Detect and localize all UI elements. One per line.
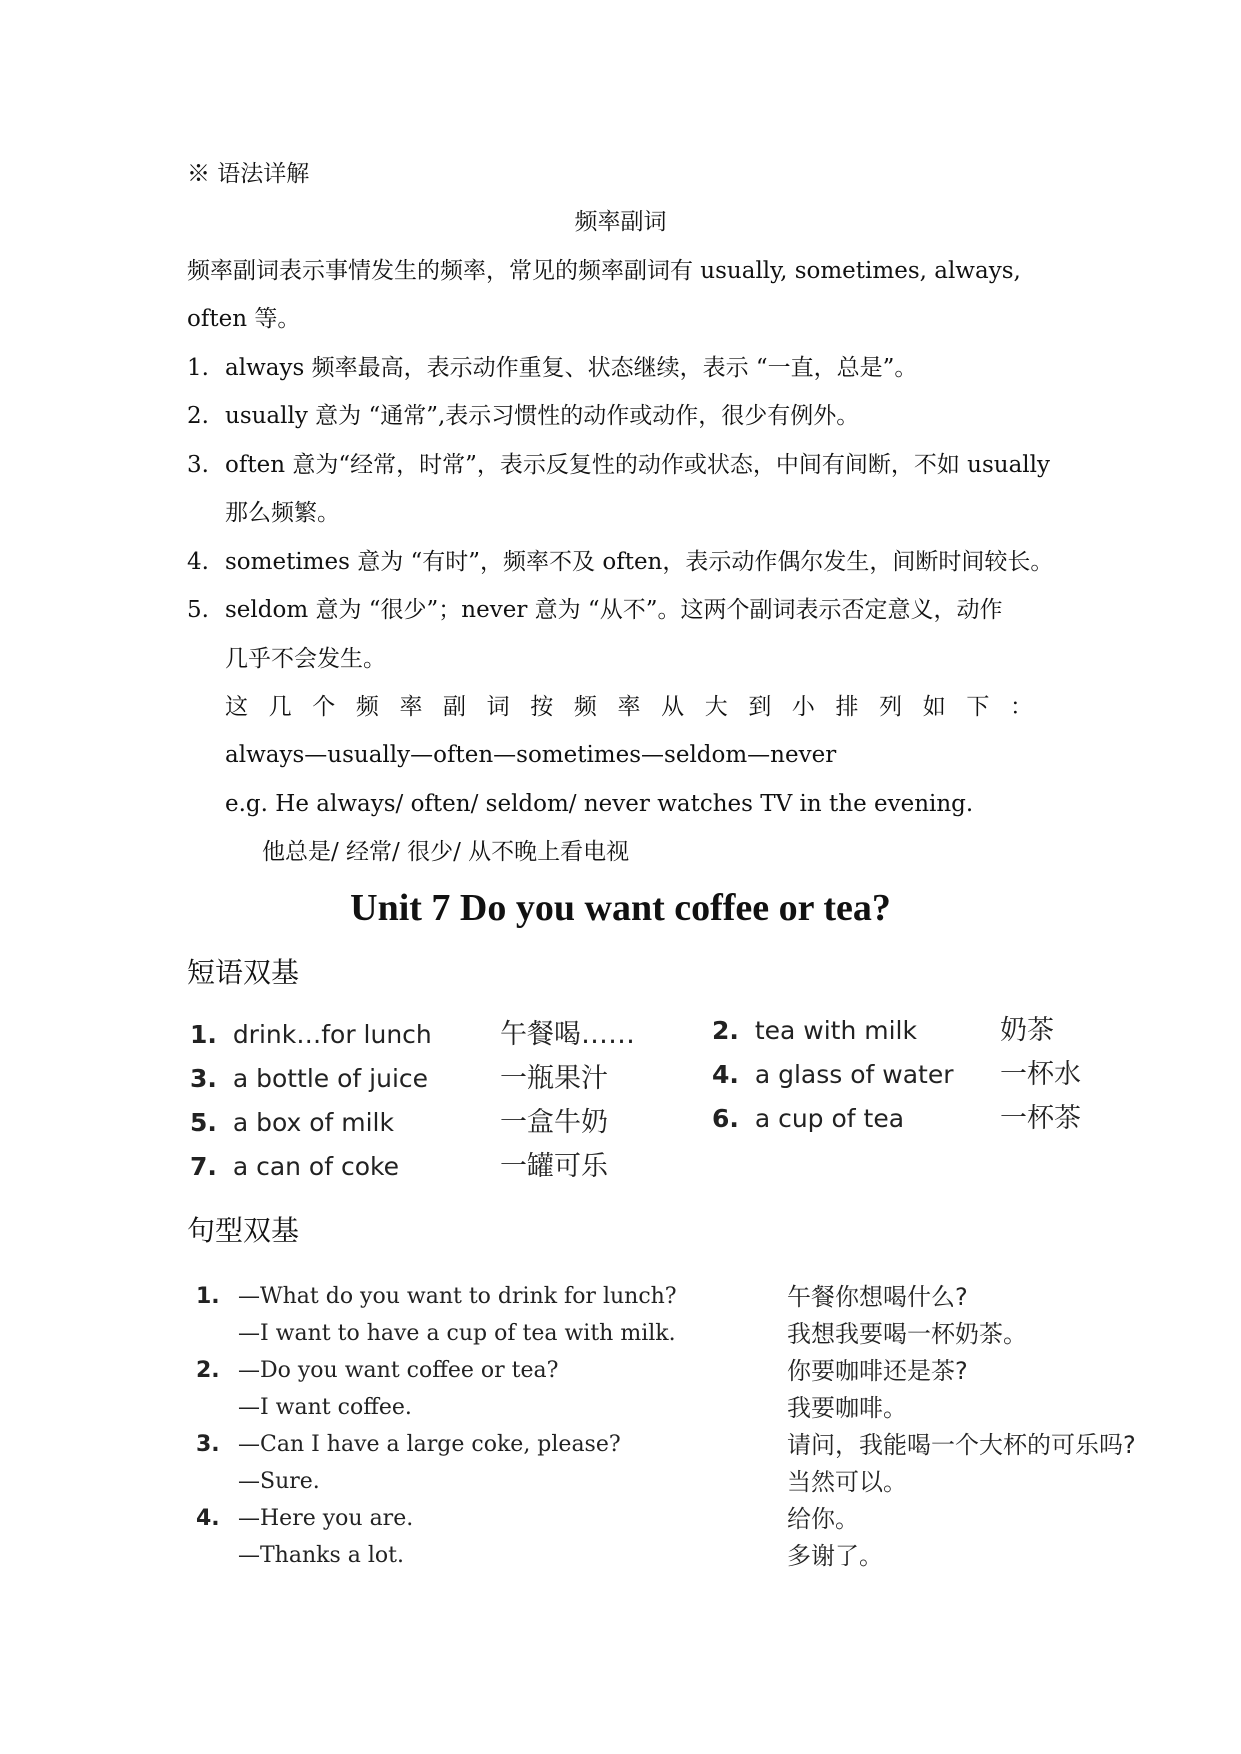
grammar-item-number: 3. — [187, 452, 209, 478]
order-label-char: 下 — [966, 694, 990, 720]
dialogue-line-zh: 给你。 — [787, 1505, 859, 1533]
dialogue-number: 4. — [196, 1506, 220, 1531]
order-label-char: 率 — [617, 694, 641, 720]
phrase-en: a can of coke — [232, 1152, 399, 1181]
example-sentence-zh: 他总是/ 经常/ 很少/ 从不晚上看电视 — [262, 839, 630, 865]
phrase-zh: 一盒牛奶 — [500, 1107, 608, 1138]
grammar-item-number: 2. — [187, 403, 209, 429]
dialogue-line-en: —Thanks a lot. — [238, 1543, 404, 1568]
phrase-item — [190, 1062, 428, 1096]
phrase-zh: 午餐喝…… — [500, 1019, 635, 1050]
phrase-item — [712, 1058, 953, 1092]
dialogue-line-en: —I want coffee. — [238, 1395, 412, 1420]
phrase-zh: 一罐可乐 — [500, 1151, 608, 1182]
order-label-char: 词 — [486, 694, 510, 720]
grammar-item-text: seldom 意为 “很少”；never 意为 “从不”。这两个副词表示否定意义，动作 — [225, 597, 1003, 623]
order-label-char: 按 — [530, 694, 554, 720]
dialogue-number: 1. — [196, 1284, 220, 1309]
frequency-order-label — [225, 691, 1033, 723]
phrase-number: 4. — [712, 1060, 739, 1089]
phrase-en: a box of milk — [232, 1108, 394, 1137]
grammar-item-text: always 频率最高，表示动作重复、状态继续，表示 “一直，总是”。 — [225, 355, 918, 381]
dialogue-line-zh: 当然可以。 — [787, 1468, 907, 1496]
order-label-char: 几 — [268, 694, 292, 720]
order-label-char: 到 — [748, 694, 772, 720]
phrase-number: 3. — [190, 1064, 217, 1093]
grammar-intro-line-1: 频率副词表示事情发生的频率，常见的频率副词有 usually, sometimes, always, — [187, 258, 1021, 284]
order-label-char: 大 — [704, 694, 728, 720]
dialogue-line-en: —What do you want to drink for lunch? — [238, 1284, 677, 1309]
dialogue-line-en: —Here you are. — [238, 1506, 414, 1531]
order-label-char: 副 — [443, 694, 467, 720]
order-label-char: 频 — [355, 694, 379, 720]
unit-title: Unit 7 Do you want coffee or tea? — [350, 887, 891, 929]
example-sentence-en: e.g. He always/ often/ seldom/ never watches TV in the evening. — [225, 791, 974, 817]
grammar-intro-line-2: often 等。 — [187, 306, 301, 332]
phrase-number: 7. — [190, 1152, 217, 1181]
phrase-zh: 一瓶果汁 — [500, 1063, 608, 1094]
phrase-en: a cup of tea — [754, 1104, 905, 1133]
order-label-char: 从 — [661, 694, 685, 720]
dialogue-number: 2. — [196, 1358, 220, 1383]
order-label-char: 列 — [879, 694, 903, 720]
phrase-en: a glass of water — [754, 1060, 954, 1089]
order-label-char: 率 — [399, 694, 423, 720]
phrase-number: 2. — [712, 1016, 739, 1045]
dialogue-line-zh: 请问，我能喝一个大杯的可乐吗? — [787, 1431, 1136, 1459]
dialogue-line-zh: 我想我要喝一杯奶茶。 — [787, 1320, 1027, 1348]
order-label-char: 这 — [225, 694, 248, 720]
grammar-item-text: usually 意为 “通常”,表示习惯性的动作或动作，很少有例外。 — [225, 403, 860, 429]
dialogue-line-en: —Can I have a large coke, please? — [238, 1432, 621, 1457]
phrase-number: 1. — [190, 1020, 217, 1049]
grammar-title: 频率副词 — [574, 209, 667, 235]
phrase-en: tea with milk — [754, 1016, 917, 1045]
dialogue-line-en: —Sure. — [238, 1469, 320, 1494]
phrase-en: a bottle of juice — [232, 1064, 429, 1093]
dialogue-line-zh: 午餐你想喝什么? — [787, 1283, 968, 1311]
phrases-heading: 短语双基 — [187, 956, 300, 989]
frequency-order-sequence: always—usually—often—sometimes—seldom—never — [225, 742, 837, 768]
order-label-char: 频 — [573, 694, 597, 720]
dialogue-line-zh: 我要咖啡。 — [787, 1394, 907, 1422]
grammar-section-heading: ※ 语法详解 — [187, 161, 310, 187]
phrase-number: 5. — [190, 1108, 217, 1137]
phrase-item — [712, 1014, 917, 1048]
phrase-en: drink…for lunch — [232, 1020, 432, 1049]
grammar-item-number: 1. — [187, 355, 209, 381]
sentences-heading: 句型双基 — [187, 1214, 300, 1247]
phrase-item — [190, 1018, 432, 1052]
phrase-zh: 奶茶 — [1000, 1015, 1054, 1046]
grammar-item-number: 5. — [187, 597, 209, 623]
phrase-zh: 一杯水 — [1000, 1059, 1081, 1090]
phrase-item — [712, 1102, 904, 1136]
dialogue-line-en: —Do you want coffee or tea? — [238, 1358, 559, 1383]
order-label-char: 如 — [922, 694, 946, 720]
phrase-zh: 一杯茶 — [1000, 1103, 1081, 1134]
order-label-char: ： — [1009, 694, 1033, 720]
grammar-item-number: 4. — [187, 549, 209, 575]
dialogue-line-zh: 多谢了。 — [787, 1542, 883, 1570]
phrase-number: 6. — [712, 1104, 739, 1133]
phrase-item — [190, 1106, 394, 1140]
grammar-item-continuation: 那么频繁。 — [225, 500, 340, 526]
phrase-item — [190, 1150, 399, 1184]
grammar-item-text: sometimes 意为 “有时”，频率不及 often，表示动作偶尔发生，间断时间较长。 — [225, 549, 1054, 575]
order-label-char: 排 — [835, 694, 859, 720]
dialogue-line-zh: 你要咖啡还是茶? — [787, 1357, 968, 1385]
order-label-char: 小 — [791, 694, 815, 720]
order-label-char: 个 — [312, 694, 336, 720]
dialogue-number: 3. — [196, 1432, 220, 1457]
grammar-item-continuation: 几乎不会发生。 — [225, 646, 386, 672]
grammar-item-text: often 意为“经常，时常”，表示反复性的动作或状态，中间有间断，不如 usually — [225, 452, 1051, 478]
dialogue-line-en: —I want to have a cup of tea with milk. — [238, 1321, 676, 1346]
